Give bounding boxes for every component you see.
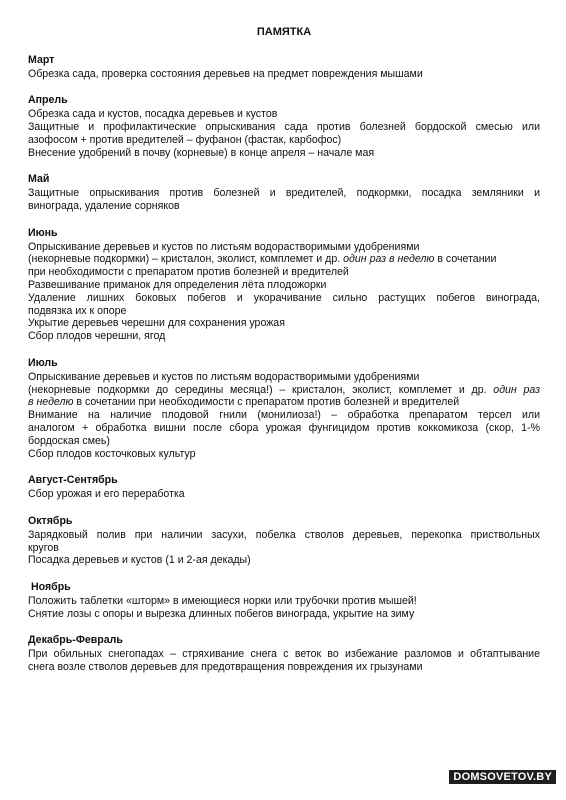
section-october xyxy=(28,515,540,567)
text-line: Обрезка сада и кустов, посадка деревьев и кустов xyxy=(28,108,278,121)
section-heading: Октябрь xyxy=(28,514,73,527)
section-may xyxy=(28,173,540,212)
section-april xyxy=(28,94,540,159)
section-june xyxy=(28,227,540,343)
section-july xyxy=(28,357,540,460)
text-line: Укрытие деревьев черешни для сохранения урожая xyxy=(28,317,285,330)
text-line: Обрезка сада, проверка состояния деревьев на предмет повреждения мышами xyxy=(28,67,423,80)
text-line: азофосом + против вредителей – фуфанон (фастак, карбофос) xyxy=(28,133,342,146)
text-span: в сочетании xyxy=(437,253,497,266)
emphasis-text: в неделю xyxy=(28,396,74,409)
text-line: винограда, удаление сорняков xyxy=(28,199,180,212)
text-line: Опрыскивание деревьев и кустов по листьям водорастворимыми удобрениями xyxy=(28,370,420,383)
text-line xyxy=(28,253,540,266)
section-august-september xyxy=(28,474,540,501)
section-heading: Март xyxy=(28,53,55,66)
text-line: Развешивание приманок для определения лёта плодожорки xyxy=(28,278,327,291)
text-line: Внесение удобрений в почву (корневые) в конце апреля – начале мая xyxy=(28,146,375,159)
section-heading: Апрель xyxy=(28,94,68,107)
text-line: снега возле стволов деревьев для предотвращения повреждения их грызунами xyxy=(28,661,423,674)
text-line: бордоская смеь) xyxy=(28,434,110,447)
text-line: при необходимости с препаратом против болезней и вредителей xyxy=(28,266,349,279)
document-page xyxy=(28,26,540,688)
section-november xyxy=(28,581,540,620)
watermark-logo: DOMSOVETOV.BY xyxy=(449,770,556,784)
text-line: Защитные и профилактические опрыскивания сада против болезней бордоской смесью или xyxy=(28,120,540,133)
section-heading: Май xyxy=(28,173,50,186)
text-line: аналогом + обработка вишни после сбора урожая фунгицидом против коккомикоза (скор, 1-% xyxy=(28,421,540,434)
text-line: Удаление лишних боковых побегов и укорачивание сильно растущих побегов винограда, xyxy=(28,291,540,304)
text-line: Защитные опрыскивания против болезней и вредителей, подкормки, посадка земляники и xyxy=(28,187,540,200)
text-line: Сбор плодов черешни, ягод xyxy=(28,330,166,343)
document-title: ПАМЯТКА xyxy=(256,26,312,38)
emphasis-text: один раз в неделю xyxy=(343,253,435,266)
text-span: (некорневые подкормки до середины месяца!) – кристалон, эколист, комплемет и др. xyxy=(28,383,487,396)
section-heading: Ноябрь xyxy=(31,581,71,594)
text-line: Положить таблетки «шторм» в имеющиеся норки или трубочки против мышей! xyxy=(28,594,417,607)
text-line: Внимание на наличие плодовой гнили (монилиоза!) – обработка препаратом терсел или xyxy=(28,409,540,422)
section-heading: Июнь xyxy=(28,226,58,239)
text-line: Сбор урожая и его переработка xyxy=(28,488,185,501)
section-heading: Июль xyxy=(28,356,58,369)
text-line: Опрыскивание деревьев и кустов по листьям водорастворимыми удобрениями xyxy=(28,240,420,253)
section-heading: Август-Сентябрь xyxy=(28,474,118,487)
emphasis-text: один раз xyxy=(493,383,540,396)
text-line: При обильных снегопадах – стряхивание снега с веток во избежание разломов и обтаптывание xyxy=(28,648,540,661)
text-line: кругов xyxy=(28,541,59,554)
section-heading: Декабрь-Февраль xyxy=(28,634,123,647)
text-line xyxy=(28,384,540,397)
section-december-february xyxy=(28,634,540,673)
text-line: подвязка их к опоре xyxy=(28,304,127,317)
text-span: (некорневые подкормки) – кристалон, эколист, комплемет и др. xyxy=(28,253,341,266)
text-line xyxy=(28,396,540,409)
text-line: Посадка деревьев и кустов (1 и 2-ая декады) xyxy=(28,554,251,567)
section-march xyxy=(28,54,540,81)
text-span: в сочетании при необходимости с препаратом против болезней и вредителей xyxy=(76,396,460,409)
text-line: Зарядковый полив при наличии засухи, побелка стволов деревьев, перекопка приствольных xyxy=(28,528,540,541)
text-line: Снятие лозы с опоры и вырезка длинных побегов винограда, укрытие на зиму xyxy=(28,607,415,620)
text-line: Сбор плодов косточковых культур xyxy=(28,447,196,460)
